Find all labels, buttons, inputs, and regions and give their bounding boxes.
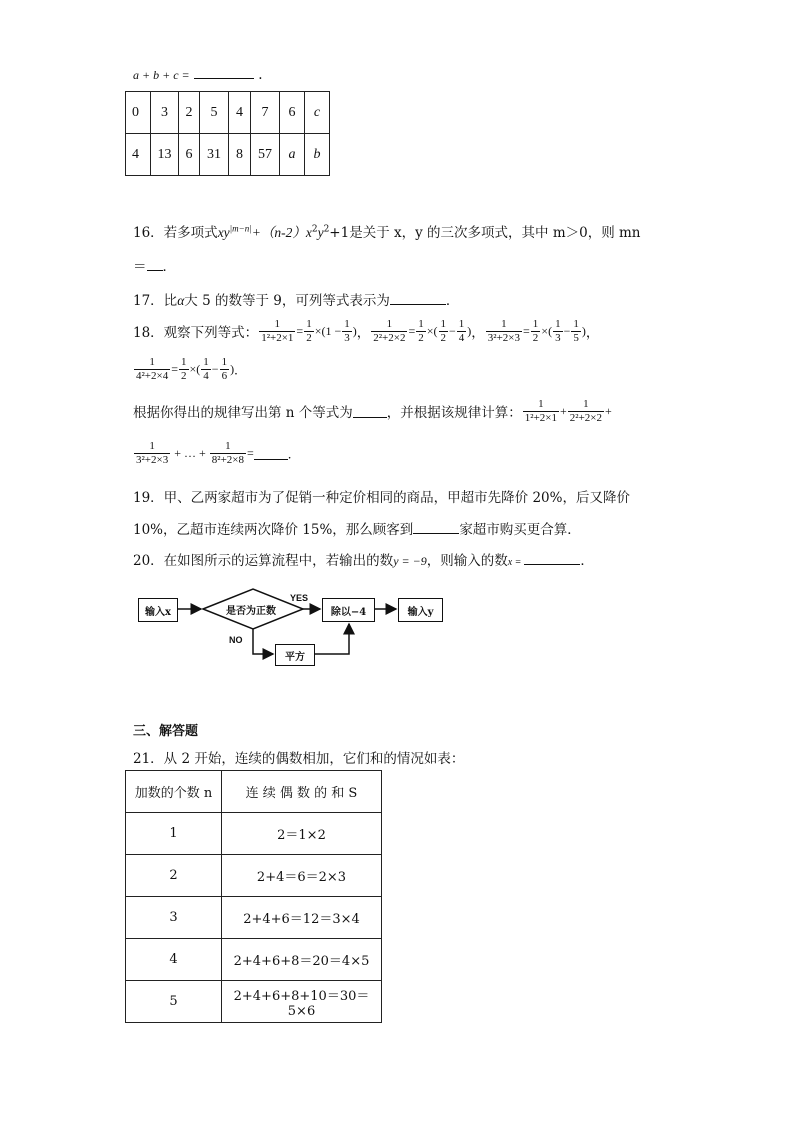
q15-expression (133, 66, 263, 83)
fraction: $\frac{1}{5}$ (573, 318, 579, 344)
fraction: $\frac{1}{\text{3²+2×3}}$ (136, 440, 169, 466)
question-19 (133, 486, 630, 506)
fraction: $\frac{1}{3}$ (344, 318, 350, 344)
q16-equals: ＝ (133, 259, 147, 275)
table-cell: 3 (151, 92, 179, 134)
q15-blank[interactable] (194, 66, 254, 79)
flowchart (130, 585, 460, 665)
q20-text: 20．在如图所示的运算流程中，若输出的数 (133, 553, 394, 569)
no-label: NO (229, 635, 243, 645)
table-cell: a (280, 134, 305, 176)
table-cell: 4 (229, 92, 251, 134)
table-row (126, 134, 330, 176)
q19-text: 家超市购买更合算． (459, 522, 581, 538)
q18-text: 18．观察下列等式： (133, 325, 259, 342)
divide-box: 除以−4 (322, 598, 375, 622)
table-cell: 0 (126, 92, 151, 134)
q16-blank[interactable] (147, 258, 163, 271)
table-row (126, 981, 382, 1023)
table-cell: 4 (126, 134, 151, 176)
fraction: $\frac{1}{\text{8²+2×8}}$ (211, 440, 244, 466)
question-17 (133, 289, 459, 309)
table-cell: 1 (126, 813, 222, 855)
q16-expr: +（n-2）x (251, 225, 312, 240)
q16-end: ． (162, 259, 176, 275)
fraction: $\frac{1}{2}$ (418, 318, 424, 344)
table-cell: 31 (200, 134, 229, 176)
fraction: $\frac{1}{2}$ (181, 356, 187, 382)
table-cell: 6 (179, 134, 200, 176)
table-cell: 2+4+6＝12＝3×4 (222, 897, 382, 939)
question-19-line2 (133, 518, 581, 538)
q20-y-expr: y = −9 (393, 554, 427, 568)
fraction: $\frac{1}{\text{1²+2×1}}$ (261, 318, 294, 344)
fraction: $\frac{1}{4}$ (203, 356, 209, 382)
fraction: $\frac{1}{6}$ (221, 356, 228, 382)
question-18-sum: $\frac{1}{\text{3²+2×3}}$ + … + $\frac{1}{\text{8²+2×8}}$ = ． (136, 440, 300, 466)
question-18-rule: 根据你得出的规律写出第 n 个等式为 ，并根据该规律计算： $\frac{1}{\text{1²+2×1}}$ + $\frac{1}{\text{2²+2×2}}$ + (133, 398, 612, 424)
q16-expr: |m (229, 223, 239, 234)
question-16 (133, 221, 641, 241)
fraction: $\frac{1}{\text{1²+2×1}}$ (524, 398, 557, 424)
table-cell: 4 (126, 939, 222, 981)
q17-alpha: α (177, 293, 185, 308)
q17-text: 17．比 (133, 293, 178, 309)
fraction: $\frac{1}{\text{3²+2×3}}$ (487, 318, 521, 344)
q18-rule-blank[interactable] (353, 405, 387, 418)
table-cell: 2+4+6+8+10＝30＝5×6 (222, 981, 382, 1023)
even-sum-table (125, 770, 382, 1023)
q19-text: 19．甲、乙两家超市为了促销一种定价相同的商品，甲超市先降价 20%，后又降价 (133, 490, 630, 506)
table-cell: 6 (280, 92, 305, 134)
q16-expr: +1 (329, 225, 350, 241)
table-cell: 5 (126, 981, 222, 1023)
table-row (126, 939, 382, 981)
fraction: $\frac{1}{\text{4²+2×4}}$ (136, 356, 169, 382)
q18-sum-blank[interactable] (254, 447, 288, 460)
table-cell: 13 (151, 134, 179, 176)
table-cell: 7 (251, 92, 280, 134)
table-cell: 2＝1×2 (222, 813, 382, 855)
table-cell: 2+4＝6＝2×3 (222, 855, 382, 897)
table-cell: 2+4+6+8＝20＝4×5 (222, 939, 382, 981)
q17-blank[interactable] (390, 292, 446, 305)
fraction: $\frac{1}{3}$ (555, 318, 561, 344)
section-title: 三、解答题 (133, 724, 199, 739)
q16-expr: y (317, 225, 324, 240)
sequence-table (125, 91, 330, 176)
table-cell: c (305, 92, 330, 134)
q16-expr: −n| (238, 223, 252, 234)
q20-end: ． (580, 553, 594, 569)
q16-expr: 2 (311, 224, 318, 235)
input-x-box: 输入x (138, 598, 178, 622)
output-y-box: 输入y (398, 598, 443, 622)
fraction: $\frac{1}{2}$ (532, 318, 539, 344)
question-20 (133, 549, 594, 569)
q16-expr: 2 (323, 224, 330, 235)
q15-end: . (258, 67, 263, 83)
table-row (126, 92, 330, 134)
question-16-line2 (133, 255, 176, 275)
q19-blank[interactable] (413, 521, 459, 534)
table-cell: 2 (126, 855, 222, 897)
table-cell: 5 (200, 92, 229, 134)
table-cell: 3 (126, 897, 222, 939)
decision-label: 是否为正数 (226, 606, 276, 617)
fraction: $\frac{1}{4}$ (458, 318, 465, 344)
question-18: 18．观察下列等式： $\frac{1}{\text{1²+2×1}}$ = $\frac{1}{2}$ × (1 − $\frac{1}{3}$ ) ， $\frac{1}{\text{2²+2×2}}$ = $\frac{1}{2}$ × ( $\frac{1}{2}$ − $\frac{1}{4}$ ) ， $\frac{1}{\text{3²+2×3}}$ = $\frac{1}{2}$ × ( $\frac{1}{3}$ − $\frac{1}{5}$ ) ， (133, 318, 600, 344)
q18-text: 根据你得出的规律写出第 n 个等式为 (133, 405, 353, 422)
question-21: 21．从 2 开始，连续的偶数相加，它们和的情况如表： (133, 751, 465, 767)
fraction: $\frac{1}{2}$ (306, 318, 312, 344)
q18-text: ，并根据该规律计算： (386, 405, 522, 422)
q16-text: 是关于 x，y 的三次多项式，其中 m＞0，则 mn (349, 225, 641, 241)
q17-end: ． (445, 293, 460, 309)
fraction: $\frac{1}{\text{2²+2×2}}$ (569, 398, 602, 424)
q20-x-expr: x = (507, 557, 522, 568)
q17-text: 大 5 的数等于 9，可列等式表示为 (184, 293, 390, 309)
table-row (126, 897, 382, 939)
fraction: $\frac{1}{\text{2²+2×2}}$ (373, 318, 406, 344)
q16-text: 16．若多项式 (133, 225, 218, 241)
yes-label: YES (290, 593, 309, 603)
table-row (126, 855, 382, 897)
fraction: $\frac{1}{2}$ (440, 318, 447, 344)
table-cell: 8 (229, 134, 251, 176)
table-header-row (126, 771, 382, 813)
q20-text: ，则输入的数 (426, 553, 508, 569)
table-cell: 57 (251, 134, 280, 176)
q19-text: 10%，乙超市连续两次降价 15%，那么顾客到 (133, 522, 414, 538)
question-18-line2: $\frac{1}{\text{4²+2×4}}$ = $\frac{1}{2}$ × ( $\frac{1}{4}$ − $\frac{1}{6}$ ) ． (136, 356, 247, 382)
square-box: 平方 (275, 644, 315, 666)
table-row (126, 813, 382, 855)
header-cell: 加数的个数 n (126, 771, 222, 813)
table-cell: 2 (179, 92, 200, 134)
q16-expr: xy (217, 225, 230, 240)
table-cell: b (305, 134, 330, 176)
q20-blank[interactable] (524, 552, 580, 565)
q15-expr: a + b + c = (133, 68, 190, 82)
header-cell: 连 续 偶 数 的 和 S (222, 771, 382, 813)
